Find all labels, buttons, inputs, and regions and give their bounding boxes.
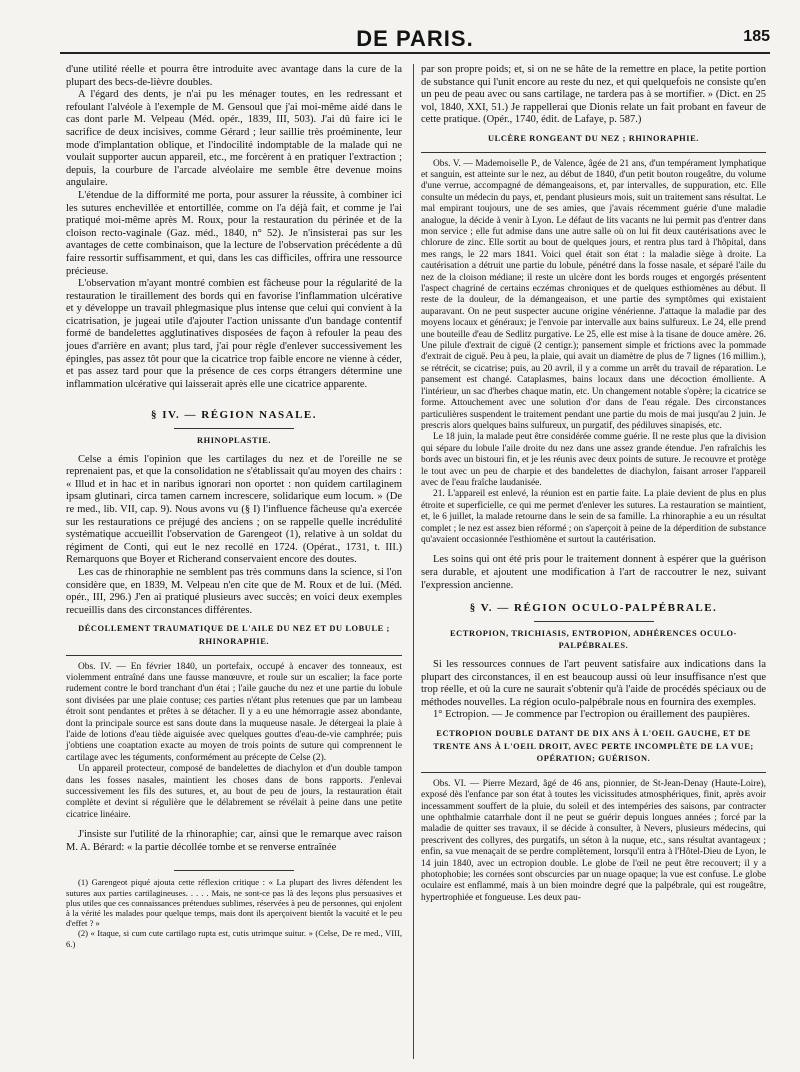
paragraph: 1° Ectropion. — Je commence par l'ectropion ou éraillement des paupières. <box>433 709 750 721</box>
paragraph: Les cas de rhinoraphie ne semblent pas très communs dans la science, si l'on considère que, en 1839, M. Velpeau n'en cite que de M. Roux et de lui. (Méd. opér., III, 296.) J'en ai pratiqué plusieurs avec succès; en voici deux exemples recueillis dans des circonstances différentes. <box>66 566 402 616</box>
paragraph: L'observation m'ayant montré combien est fâcheuse pour la régularité de la restauration le tiraillement des bords qui en favorise l'inflammation ulcérative et y développe un travail phlegmasique plus intense que celui qui convient à la cicatrisation, je jugeai utile d'ajouter l'action unissante d'un bandage contentif formé de bandelettes agglutinatives disposées de façon à refouler la peau des joues d'arrière en avant; plus tard, j'ai pour règle d'enlever successivement les épingles, pas assez tôt pour que la cicatrice trop faible encore ne vienne à céder, et pas assez tard pour que la présence de ces corps étrangers détermine une inflammation ulcérative qui laisserait après elle une cicatrice apparente. <box>66 278 402 390</box>
subsection-heading: ECTROPION DOUBLE DATANT DE DIX ANS À L'OEIL GAUCHE, ET DE TRENTE ANS À L'OEIL DROIT, AVEC PERTE INCOMPLÈTE DE LA VUE; OPÉRATION; GUÉRISON. <box>433 728 754 764</box>
observation-paragraph: 21. L'appareil est enlevé, la réunion est en partie faite. La plaie devient de plus en plus étroite et superficielle, ce qui me permet d'enlever les sutures. La restauration se maintient, et, le 6 juillet, la malade retourne dans le sein de sa famille. La rhinoraphie a eu un résultat complet ; le nez est assez bien réformé ; on s'aperçoit à peine de la déperdition de substance qu'avaient occasionnée l'esthiomène et surtout la cautérisation. <box>421 489 766 545</box>
observation-paragraph: Obs. V. — Mademoiselle P., de Valence, âgée de 21 ans, d'un tempérament lymphatique et sanguin, est atteinte sur le nez, au début de 1840, d'un petit bouton rougeâtre, du volume d'une verrue, accompagné de démangeaisons, et, par intervalles, de suppuration, etc. Elle consulte un médecin du pays, et, pendant plusieurs mois, suit un traitement sans résultat. Le mal empirant toujours, une de ses amies, que j'avais récemment guérie d'une maladie analogue, la décide à venir à Lyon. Le défaut de lits vacants ne lui permit pas d'entrer dans mon service ; elle fut admise dans une autre salle où on lui fit deux cautérisations avec le chlorure de zinc. Elle sortit au bout de quelques jours, et rentra plus tard à l'hôpital, dans mes rangs, le 22 mars 1841. Voici quel était son état : la maladie siège à droite. La cautérisation a détruit une partie du lobule, pénétré dans la fosse nasale, et séparé l'aile du nez de la cloison médiane; il reste un ulcère dont les bords rouges et engorgés présentent l'aspect chagriné de certains eczémas chroniques et de quelques esthiomènes au début. Il reste de la douleur, de la démangeaison, et une partie des symptômes qui existaient auparavant. On ne peut suspecter aucune origine vénérienne. J'attaque la maladie par des moyens locaux et généraux; je l'envoie par intervalle aux bains sulfureux. Le 24, elle prend une bouteille d'eau de Sedlitz purgative. Le 25, elle est mise à la tisane de douce amère. 26. Une pilule d'extrait de ciguë (2 centigr.); pansement simple et frictions avec la pommade d'extrait de ciguë. Peu à peu, la plaie, qui avait un diamètre de plus de 7 lignes (16 millim.), se rétrécit, se cicatrise; puis, au 20 avril, il y a comme un arrêt du travail de réparation. Le pansement est changé. Cataplasmes, bains locaux dans une décoction émolliente. A l'intérieur, un sac d'herbes chaque matin, etc. Un changement notable s'opère; la cicatrice se forme. Attouchement avec une solution d'or dans de l'eau régale. Des circonstances particulières suspendent le traitement pendant une partie du mois de mai jusqu'au 2 juin. Je prescris alors quelques bains sulfureux, un purgatif, des pédiluves sinapisés, etc. <box>421 158 766 431</box>
footnotes <box>66 877 402 948</box>
footnote: (1) Garengeot piqué ajouta cette réflexion critique : « La plupart des livres défendent les sutures aux parties cartilagineuses. . . . . Mais, ne sont-ce pas là des leçons plus persuasives et plus utiles que ces connaissances prétendues sublimes, réservées à peu de personnes, qui enjolent à la vérité les malades pour quelque temps, mais dont ils aperçoivent bientôt la vacuité et le peu d'effet ? » <box>66 877 402 929</box>
paragraph: L'étendue de la difformité me porta, pour assurer la réussite, à combiner ici les sutures enchevillée et entortillée, comme on l'a déjà fait, et comme je l'ai pratiqué moi-même après M. Roux, pour la restauration du périnée et de la cloison recto-vaginale (Gaz. méd., 1840, n° 52). Je n'insisterai pas sur les avantages de cette combinaison, que la lecture de l'observation précédente a dû faire ressortir suffisamment, et qui, dans les cas difficiles, offrira une ressource précieuse. <box>66 189 402 277</box>
footnote: (2) « Itaque, si cum cute cartilago rupta est, cutis utrimque suitur. » (Celse, De re med., VIII, 6.) <box>66 928 402 949</box>
running-title: DE PARIS. <box>356 26 474 51</box>
footnote-rule <box>174 870 294 871</box>
divider <box>421 152 766 153</box>
subsection-heading: RHINOPLASTIE. <box>196 436 272 446</box>
left-column <box>66 64 402 949</box>
subsection-heading: DÉCOLLEMENT TRAUMATIQUE DE L'AILE DU NEZ ET DU LOBULE ; RHINORAPHIE. <box>78 624 390 646</box>
paragraph: par son propre poids; et, si on ne se hâte de la remettre en place, la petite portion de substance qui l'unit encore au reste du nez, et qui quelquefois ne consiste qu'en un peu de peau avec ou sans cartilage, ne tardera pas à se mortifier. » (Dict. en 25 vol, 1840, XXI, 51.) Je rappellerai que Dionis relate un fait probant en faveur de cette pratique. (Opér., 1740, édit. de Lafaye, p. 587.) <box>421 64 766 126</box>
paragraph: Si les ressources connues de l'art peuvent satisfaire aux indications dans la plupart des circonstances, il en est beaucoup aussi où leur insuffisance n'est que trop réelle, et où la cure ne saurait s'obtenir qu'à l'aide de procédés spéciaux ou de méthodes nouvelles. La région oculo-palpébrale nous en fournira des exemples. <box>421 658 766 708</box>
observation-paragraph: Le 18 juin, la malade peut être considérée comme guérie. Il ne reste plus que la division qui sépare du lobule l'aile droite du nez dans une assez grande étendue. J'en rafraîchis les bords avec un bistouri fin, et je les réunis avec deux points de suture. Je recouvre et protège le tout avec un peu de charpie et des bandelettes de diachylon, faisant arroser l'appareil avec de l'eau fraîche laudanisée. <box>421 432 766 488</box>
observation-paragraph: Obs. VI. — Pierre Mezard, âgé de 46 ans, pionnier, de St-Jean-Denay (Haute-Loire), exposé dès l'enfance par son état à toutes les vicissitudes atmosphériques, finit, après avoir incessamment souffert de la pluie, du soleil et des intempéries des saisons, par contracter une ophthalmie catarrhale dont il ne peut se guérir depuis longues années ; forcé par la maladie de quitter ses travaux, il se décide à consulter, à Nevers, plusieurs médecins, qui prescrivent des collyres, des purgatifs, un séton à la nuque, etc., sans résultat avantageux ; enfin, sa vue menaçait de se perdre complètement, lorsqu'il entra à l'Hôtel-Dieu de Lyon, le 14 juin 1840, avec un ectropion double. Le globe de l'œil ne peut être recouvert; il y a photophobie; les cornées sont obscurcies par un nuage opaque; la vue est confuse. Le globe oculaire est enflammé, mais à un bien moindre degré que la palpébrale, qui est rougeâtre, hypertrophiée et fongueuse. Les deux pau- <box>421 778 766 903</box>
subsection-heading: ECTROPION, TRICHIASIS, ENTROPION, ADHÉRENCES OCULO-PALPÉBRALES. <box>449 628 738 651</box>
section-heading: § V. — RÉGION OCULO-PALPÉBRALE. <box>469 602 718 615</box>
paragraph: Les soins qui ont été pris pour le traitement donnent à espérer que la guérison sera durable, et ajoutent une modification à l'art de raccoutrer le nez, suivant l'expression ancienne. <box>421 554 766 591</box>
spacer <box>421 546 766 554</box>
paragraph: A l'égard des dents, je n'ai pu les ménager toutes, en les redressant et refoulant l'alvéole à l'exemple de M. Gensoul que j'ai moi-même aidé dans le cas dont parle M. Velpeau (Méd. opér., 1839, III, 503). J'ai dû faire ici le sacrifice de deux incisives, comme Gérard ; leur saillie très proéminente, leur mode d'implantation oblique, et l'indocilité indomptable de la malade qui ne voulait supporter aucun appareil, etc., me forcèrent à en pratiquer l'extraction ; depuis, la courbure de l'arcade alvéolaire me semble être devenue moins angulaire. <box>66 89 402 189</box>
divider <box>66 655 402 656</box>
column-divider <box>413 64 414 1059</box>
running-header <box>60 22 770 54</box>
observation-paragraph: Un appareil protecteur, composé de bandelettes de diachylon et d'un double tampon dans les fosses nasales, maintient les choses dans de bons rapports. J'enlevai successivement les fils des sutures, et, au bout de peu de jours, la restauration était complète et devint si régulière que le délabrement se révélait à peine dans une petite cicatrice linéaire. <box>66 764 402 820</box>
spacer <box>66 821 402 829</box>
paragraph: d'une utilité réelle et pourra être introduite avec avantage dans la cure de la plupart des becs-de-lièvre doubles. <box>66 64 402 88</box>
page-number: 185 <box>743 28 770 45</box>
divider <box>174 428 294 429</box>
right-column <box>421 64 766 904</box>
spacer <box>66 391 402 399</box>
paragraph: Celse a émis l'opinion que les cartilages du nez et de l'oreille ne se reprenaient pas, et que la consolidation ne s'établissait qu'au moyen des chairs : « Illud et in hac et in naribus ignorari non oportet : non quidem cartilaginem ipsam glutinari, circa tamen carnem increscere, solidarique eum locum. » (De re med., lib. VII, cap. 9). Nous avons vu (§ I) l'influence fâcheuse qu'a exercée sur les restaurations ce préjugé des anciens ; on se rappelle quelle incrédulité systématique accueillit l'observation de Garengeot (1), relative à un soldat du régiment de Conti, qui eut le nez recollé en 1724. (Opérat., 1731, t. III.) Remarquons que Boyer et Richerand conservaient encore des doutes. <box>66 453 402 566</box>
paragraph: J'insiste sur l'utilité de la rhinoraphie; car, ainsi que le remarque avec raison M. A. Bérard: « la partie décollée tombe et se renverse entraînée <box>66 829 402 853</box>
observation-paragraph: Obs. IV. — En février 1840, un portefaix, occupé à encaver des tonneaux, est violemment entraîné dans une fausse manœuvre, et roule sur un escalier; la face porte rudement contre le bord tranchant d'un étai ; l'aile gauche du nez et une partie du lobule sont divisées par une plaie contuse; ces parties n'étant plus retenues que par un lambeau étroit sont pendantes et prêtes à se détacher. Il y a eu une hémorragie assez abondante, dont la principale source est sans doute dans la muqueuse nasale. Je détergeai la plaie à l'aide de lotions d'eau tiède aiguisée avec quelques gouttes d'eau-de-vie camphrée; puis j'obtiens une coaptation exacte au moyen de trois points de suture qui comprennent le cartilage avec les téguments, conformément au précepte de Celse (2). <box>66 661 402 763</box>
subsection-heading: ULCÈRE RONGEANT DU NEZ ; RHINORAPHIE. <box>488 133 699 143</box>
divider <box>534 621 654 622</box>
divider <box>421 772 766 773</box>
section-heading: § IV. — RÉGION NASALE. <box>150 409 318 422</box>
spacer <box>66 854 402 864</box>
